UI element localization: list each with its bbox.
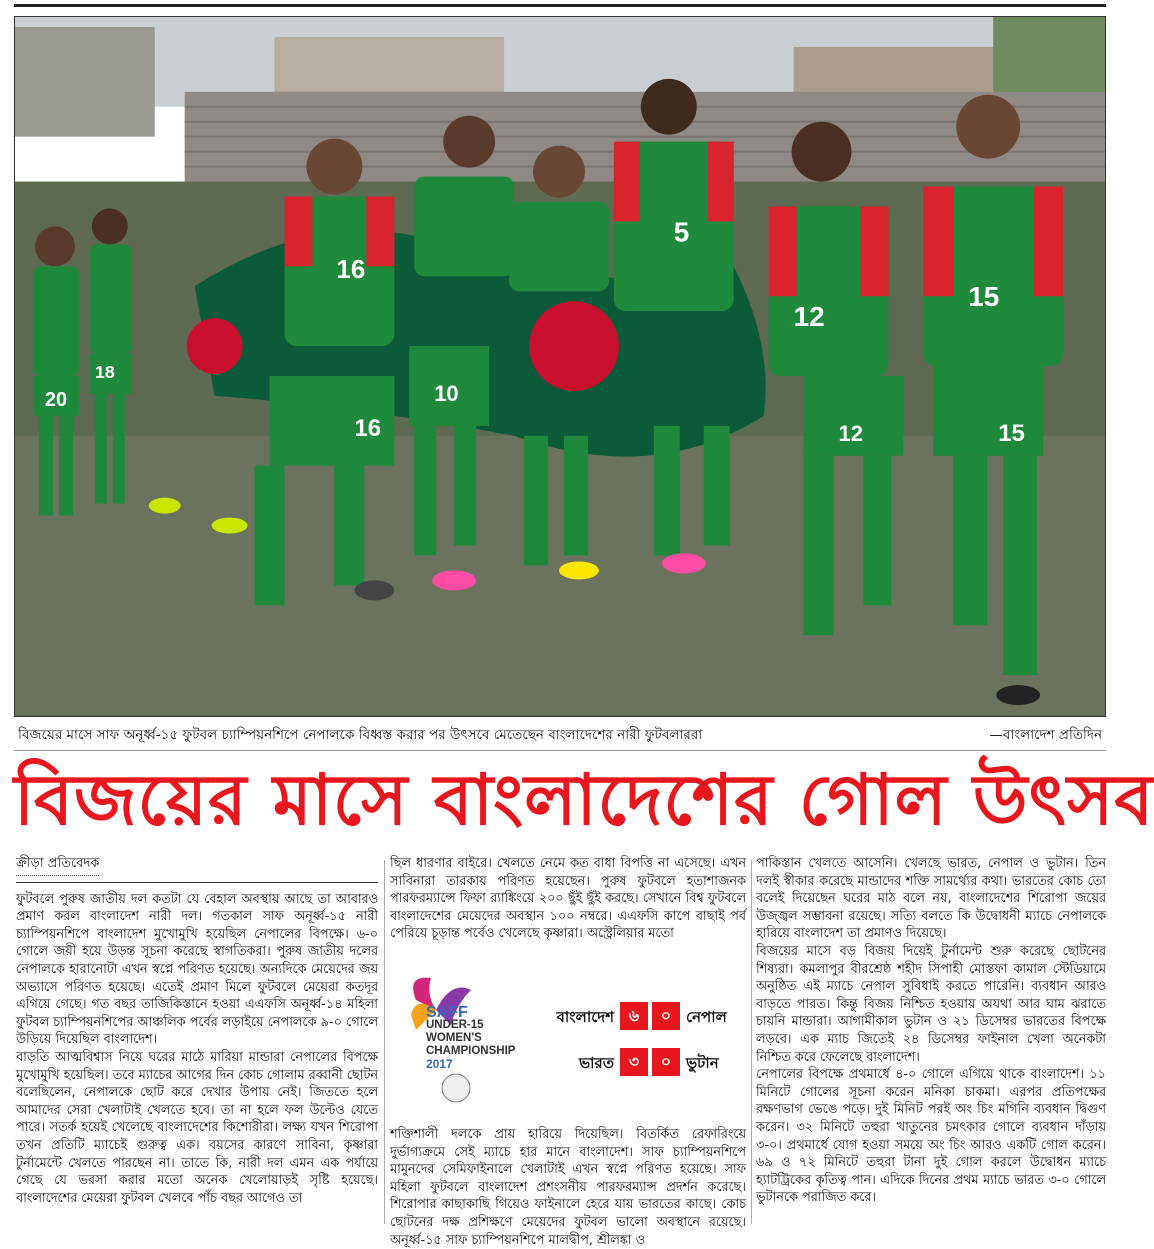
article-column-3 [756,855,1106,1224]
home-goals: ৬ [620,1002,648,1030]
home-team: বাংলাদেশ [556,1008,614,1026]
column-divider [384,860,385,1224]
svg-text:10: 10 [434,380,459,406]
svg-text:15: 15 [968,281,1000,313]
photo-credit: —বাংলাদেশ প্রতিদিন [989,727,1102,743]
svg-text:16: 16 [336,256,366,285]
svg-text:20: 20 [44,388,68,411]
byline: ক্রীড়া প্রতিবেদক [16,855,99,876]
article-column-2-top [390,855,746,959]
away-goals: ০ [652,1002,680,1030]
away-team: ভুটান [686,1054,719,1072]
paragraph: বিজয়ের মাসে বড় বিজয় দিয়েই টুর্নামেন্ট শুরু করেছে ছোটনের শিষ্যরা। কমলাপুর বীরশ্রেষ্ঠ শহীদ সিপাহী মোস্তফা কামাল স্টেডিয়ামে অনুষ্ঠিত এই ম্যাচে নেপাল সুবিধাই করতে পারেনি। ব্যবধান আরও বাড়তে পারত। কিন্তু বিজয় নিশ্চিত হওয়ায় অযথা আর ঘাম ঝরাতে চায়নি মান্ডারা। আগামীকাল ভুটান ও ২১ ডিসেম্বর ভারতের বিপক্ষে লড়বে। এক ম্যাচ জিতেই ২৪ ডিসেম্বর ফাইনাল খেলা অনেকটা নিশ্চিত করে ফেলেছে বাংলাদেশ। [756,943,1106,1065]
svg-text:16: 16 [354,414,382,442]
match-result-row [530,1002,740,1032]
paragraph: বাড়তি আত্মবিশ্বাস নিয়ে ঘরের মাঠে মারিয়া মান্ডারা নেপালের বিপক্ষে মুখোমুখি হয়েছিল। তবে ম্যাচের আগের দিন কোচ গোলাম রব্বানী ছোটন বলেছিলেন, নেপালকে ছোট করে দেখার উপায় নেই। জিততে হলে আমাদের সেরা খেলাটাই খেলতে হবে। তা না হলে ফল উল্টেও যেতে পারে। সতর্ক হয়েই খেলেছে বাংলাদেশের কিশোরীরা। লক্ষ্য যখন শিরোপা তখন প্রতিটি ম্যাচেই গুরুত্ব এক। বয়সের কারণে সাবিনা, কৃষ্ণারা টুর্নামেন্টে খেলতে পারছেন না। তাতে কি, নারী দল এমন এক পর্যায়ে গেছে যে ভরসা করার মতো অনেক খেলোয়াড়ই সৃষ্টি হয়েছে। বাংলাদেশের মেয়েরা ফুটবল খেলবে পাঁচ বছর আগেও তা [16,1049,378,1206]
svg-text:5: 5 [673,216,690,248]
column-divider [751,860,752,1224]
paragraph: ছিল ধারণার বাইরে। খেলতে নেমে কত বাধা বিপত্তি না এসেছে। এখন সাবিনারা তারকায় পরিণত হয়েছেন। পুরুষ ফুটবলে হতাশাজনক পারফরম্যান্সে ফিফা র‍্যাঙ্কিংয়ে ২০০ ছুঁই ছুঁই করছে। সেখানে বিশ্ব ফুটবলে বাংলাদেশের মেয়েদের অবস্থান ১০০ নম্বরে। এএফসি কাপে বাছাই পর্ব পেরিয়ে চূড়ান্ত পর্বেও খেলেছে কৃষ্ণারা। অস্ট্রেলিয়ার মতো [390,856,746,942]
photo-caption: বিজয়ের মাসে সাফ অনূর্ধ্ব-১৫ ফুটবল চ্যাম্পিয়নশিপে নেপালকে বিধ্বস্ত করার পর উৎসবে মেতেছেন বাংলাদেশের নারী ফুটবলাররা [18,727,703,743]
photo-caption-row [14,722,1106,746]
score-box [390,962,746,1122]
byline-divider [16,882,378,883]
caption-divider [14,750,1106,751]
pitch-foreground [15,436,1105,716]
saff-logo-text [426,1006,515,1071]
top-rule [14,4,1106,7]
match-result-row [530,1048,740,1078]
home-goals: ৩ [620,1048,648,1076]
logo-year: 2017 [426,1057,453,1071]
svg-text:18: 18 [94,361,115,382]
away-team: নেপাল [686,1008,727,1026]
flag-red-disc [529,301,619,391]
svg-text:15: 15 [998,419,1025,447]
logo-saff: SAFF [426,1004,468,1021]
logo-championship: CHAMPIONSHIP [426,1045,516,1057]
paragraph: শক্তিশালী দলকে প্রায় হারিয়ে দিয়েছিল। বিতর্কিত রেফারিংয়ে দুর্ভাগ্যক্রমে সেই ম্যাচে হার মানে বাংলাদেশ। সাফ চ্যাম্পিয়নশিপে মামুনদের সেমিফাইনালে খেলাটাই এখন স্বপ্নে পরিণত হয়েছে। সাফ মহিলা ফুটবলে বাংলাদেশ প্রশংসনীয় পারফরম্যান্স প্রদর্শন করেছে। শিরোপার কাছাকাছি গিয়েও ফাইনালে হেরে যায় ভারতের কাছে। কোচ ছোটনের দক্ষ প্রশিক্ষণে মেয়েদের ফুটবল ভালো অবস্থানে রয়েছে। অনূর্ধ্ব-১৫ সাফ চ্যাম্পিয়নশিপে মালদ্বীপ, শ্রীলঙ্কা ও [390,1127,746,1248]
paragraph: নেপালের বিপক্ষে প্রথমার্ধে ৪-০ গোলে এগিয়ে থাকে বাংলাদেশ। ১১ মিনিটে গোলের সূচনা করেন মনিকা চাকমা। এরপর প্রতিপক্ষের রক্ষণভাগ ভেঙে পড়ে। দুই মিনিট পরই অং চিং মগিনি ব্যবধান দ্বিগুণ করেন। ৩২ মিনিটে তহুরা খাতুনের চমৎকার গোলে ব্যবধান দাঁড়ায় ৩-০। প্রথমার্ধে যোগ হওয়া সময়ে অং চিং আরও একটি গোল করেন। ৬৯ ও ৭২ মিনিটে তহুরা টানা দুই গোল করলে উদ্বোধন ম্যাচে হ্যাটট্রিকের কৃতিত্ব পান। এদিকে দিনের প্রথম ম্যাচে ভারত ৩-০ গোলে ভুটানকে পরাজিত করে। [756,1067,1106,1206]
logo-under15: UNDER-15 [426,1019,484,1031]
home-team: ভারত [578,1054,614,1072]
svg-text:12: 12 [793,301,825,333]
team-celebration-photo [14,16,1106,717]
flag-red-disc-left [187,318,243,374]
headline: বিজয়ের মাসে বাংলাদেশের গোল উৎসব [14,758,1154,841]
building-left [15,27,155,137]
paragraph: ফুটবলে পুরুষ জাতীয় দল কতটা যে বেহাল অবস্থায় আছে তা আবারও প্রমাণ করল বাংলাদেশ নারী দল। গতকাল সাফ অনূর্ধ্ব-১৫ নারী চ্যাম্পিয়নশিপে বাংলাদেশ মুখোমুখি হয়েছিল নেপালের বিপক্ষে। ৬-০ গোলে জয়ী হয়ে উড়ন্ত সূচনা করেছে স্বাগতিকরা। পুরুষ জাতীয় দলের নেপালকে হারানোটা এখন স্বপ্নে পরিণত হয়েছে। অন্যদিকে মেয়েদের জয় অভ্যাসে পরিণত হয়েছে। এতেই প্রমাণ মিলে ফুটবলে মেয়েরা কতদূর এগিয়ে গেছে। গত বছর তাজিকিস্তানে হওয়া এএফসি অনূর্ধ্ব-১৪ মহিলা ফুটবল চ্যাম্পিয়নশিপের আঞ্চলিক পর্বের লড়াইয়ে নেপালকে ৯-০ গোলে উড়িয়ে দিয়েছিল বাংলাদেশ। [16,891,378,1048]
paragraph: পাকিস্তান খেলতে আসেনি। খেলছে ভারত, নেপাল ও ভুটান। তিন দলই স্বীকার করেছে মান্ডাদের শক্তি সামর্থ্যের কথা। ভারতের কোচ তো বলেই দিয়েছেন ঘরের মাঠ বলে নয়, বাংলাদেশের শিরোপা জয়ের উজ্জ্বল সম্ভাবনা রয়েছে। সত্যি বলতে কি উদ্বোধনী ম্যাচে নেপালকে হারিয়ে বাংলাদেশ তা প্রমাণও দিয়েছে। [756,856,1106,942]
logo-womens: WOMEN'S [426,1032,482,1044]
article-column-2-bottom [390,1126,746,1248]
svg-text:12: 12 [838,420,863,446]
photo-icon [15,17,1105,716]
away-goals: ০ [652,1048,680,1076]
article-column-1 [16,855,378,1224]
